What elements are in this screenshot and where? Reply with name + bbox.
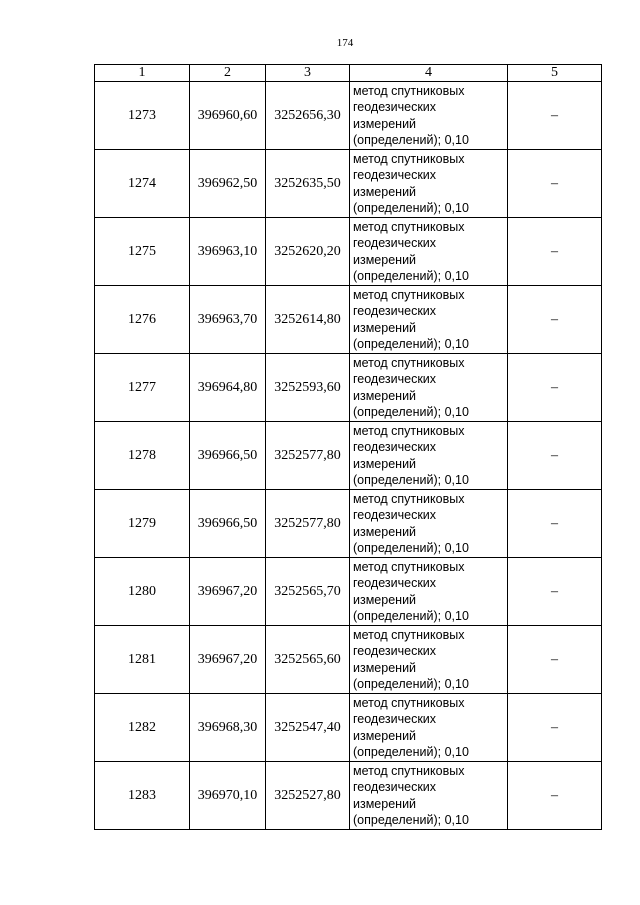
table-body — [95, 82, 602, 830]
method-text-line: измерений — [353, 184, 417, 199]
coordinate-y-cell: 3252635,50 — [266, 150, 350, 218]
coordinate-y-cell: 3252593,60 — [266, 354, 350, 422]
method-cell — [350, 626, 508, 694]
method-cell — [350, 422, 508, 490]
method-cell — [350, 354, 508, 422]
method-text-line: измерений — [353, 524, 417, 539]
page-number: 174 — [336, 37, 354, 49]
point-number-cell: 1277 — [95, 354, 190, 422]
method-cell — [350, 694, 508, 762]
extra-cell: – — [508, 286, 602, 354]
method-text-line: измерений — [353, 796, 417, 811]
method-text-line: измерений — [353, 660, 417, 675]
method-text-line: (определений); 0,10 — [353, 200, 469, 215]
method-text-line: метод спутниковых — [353, 764, 465, 778]
table-row — [95, 286, 602, 354]
coordinate-x-cell: 396963,10 — [190, 218, 266, 286]
method-text-line: (определений); 0,10 — [353, 540, 469, 555]
method-text-line: метод спутниковых — [353, 696, 465, 710]
table-header-row — [95, 65, 602, 82]
method-text-line: метод спутниковых — [353, 424, 465, 438]
extra-cell: – — [508, 150, 602, 218]
coordinate-x-cell: 396967,20 — [190, 626, 266, 694]
coordinate-y-cell: 3252527,80 — [266, 762, 350, 830]
method-text-line: геодезических — [353, 780, 437, 795]
method-cell — [350, 762, 508, 830]
coordinate-x-cell: 396970,10 — [190, 762, 266, 830]
method-text-line: (определений); 0,10 — [353, 744, 469, 759]
method-cell — [350, 218, 508, 286]
method-text-line: (определений); 0,10 — [353, 676, 469, 691]
extra-cell: – — [508, 82, 602, 150]
method-text-line: измерений — [353, 320, 417, 335]
table-row — [95, 694, 602, 762]
method-text-line: геодезических — [353, 372, 437, 387]
coordinate-y-cell: 3252620,20 — [266, 218, 350, 286]
table-row — [95, 422, 602, 490]
method-text-line: геодезических — [353, 644, 437, 659]
column-header-5: 5 — [508, 65, 602, 82]
coordinate-y-cell: 3252577,80 — [266, 422, 350, 490]
coordinates-table — [94, 64, 602, 830]
extra-cell: – — [508, 354, 602, 422]
method-text-line: геодезических — [353, 712, 437, 727]
extra-cell: – — [508, 490, 602, 558]
extra-cell: – — [508, 762, 602, 830]
method-text-line: геодезических — [353, 236, 437, 251]
method-text-line: измерений — [353, 252, 417, 267]
coordinate-y-cell: 3252565,60 — [266, 626, 350, 694]
point-number-cell: 1278 — [95, 422, 190, 490]
coordinate-x-cell: 396966,50 — [190, 422, 266, 490]
table-row — [95, 762, 602, 830]
method-cell — [350, 490, 508, 558]
method-text-line: измерений — [353, 116, 417, 131]
method-text-line: измерений — [353, 456, 417, 471]
method-text-line: (определений); 0,10 — [353, 268, 469, 283]
method-text-line: геодезических — [353, 304, 437, 319]
point-number-cell: 1273 — [95, 82, 190, 150]
table-row — [95, 490, 602, 558]
table-row — [95, 626, 602, 694]
point-number-cell: 1279 — [95, 490, 190, 558]
method-text-line: геодезических — [353, 100, 437, 115]
method-text-line: (определений); 0,10 — [353, 132, 469, 147]
method-text-line: (определений); 0,10 — [353, 812, 469, 827]
coordinate-x-cell: 396960,60 — [190, 82, 266, 150]
point-number-cell: 1275 — [95, 218, 190, 286]
method-text-line: измерений — [353, 592, 417, 607]
coordinate-x-cell: 396968,30 — [190, 694, 266, 762]
coordinate-y-cell: 3252614,80 — [266, 286, 350, 354]
method-text-line: (определений); 0,10 — [353, 608, 469, 623]
coordinate-x-cell: 396964,80 — [190, 354, 266, 422]
extra-cell: – — [508, 694, 602, 762]
coordinate-y-cell: 3252547,40 — [266, 694, 350, 762]
method-text-line: метод спутниковых — [353, 84, 465, 98]
coordinate-x-cell: 396967,20 — [190, 558, 266, 626]
method-text-line: метод спутниковых — [353, 356, 465, 370]
method-text-line: (определений); 0,10 — [353, 472, 469, 487]
point-number-cell: 1274 — [95, 150, 190, 218]
table-row — [95, 558, 602, 626]
extra-cell: – — [508, 218, 602, 286]
method-text-line: геодезических — [353, 168, 437, 183]
point-number-cell: 1282 — [95, 694, 190, 762]
method-text-line: метод спутниковых — [353, 220, 465, 234]
point-number-cell: 1283 — [95, 762, 190, 830]
extra-cell: – — [508, 626, 602, 694]
method-text-line: (определений); 0,10 — [353, 404, 469, 419]
point-number-cell: 1280 — [95, 558, 190, 626]
method-cell — [350, 558, 508, 626]
extra-cell: – — [508, 558, 602, 626]
method-text-line: геодезических — [353, 508, 437, 523]
method-text-line: измерений — [353, 728, 417, 743]
method-text-line: метод спутниковых — [353, 288, 465, 302]
method-cell — [350, 286, 508, 354]
column-header-4: 4 — [350, 65, 508, 82]
coordinate-y-cell: 3252565,70 — [266, 558, 350, 626]
table-row — [95, 354, 602, 422]
table-row — [95, 82, 602, 150]
point-number-cell: 1281 — [95, 626, 190, 694]
coordinate-y-cell: 3252577,80 — [266, 490, 350, 558]
coordinate-x-cell: 396963,70 — [190, 286, 266, 354]
column-header-2: 2 — [190, 65, 266, 82]
table-row — [95, 150, 602, 218]
extra-cell: – — [508, 422, 602, 490]
method-cell — [350, 82, 508, 150]
method-cell — [350, 150, 508, 218]
method-text-line: метод спутниковых — [353, 628, 465, 642]
coordinate-x-cell: 396966,50 — [190, 490, 266, 558]
coordinate-x-cell: 396962,50 — [190, 150, 266, 218]
point-number-cell: 1276 — [95, 286, 190, 354]
method-text-line: метод спутниковых — [353, 492, 465, 506]
column-header-1: 1 — [95, 65, 190, 82]
method-text-line: геодезических — [353, 576, 437, 591]
method-text-line: (определений); 0,10 — [353, 336, 469, 351]
method-text-line: метод спутниковых — [353, 152, 465, 166]
coordinate-y-cell: 3252656,30 — [266, 82, 350, 150]
method-text-line: измерений — [353, 388, 417, 403]
table-row — [95, 218, 602, 286]
method-text-line: геодезических — [353, 440, 437, 455]
method-text-line: метод спутниковых — [353, 560, 465, 574]
column-header-3: 3 — [266, 65, 350, 82]
